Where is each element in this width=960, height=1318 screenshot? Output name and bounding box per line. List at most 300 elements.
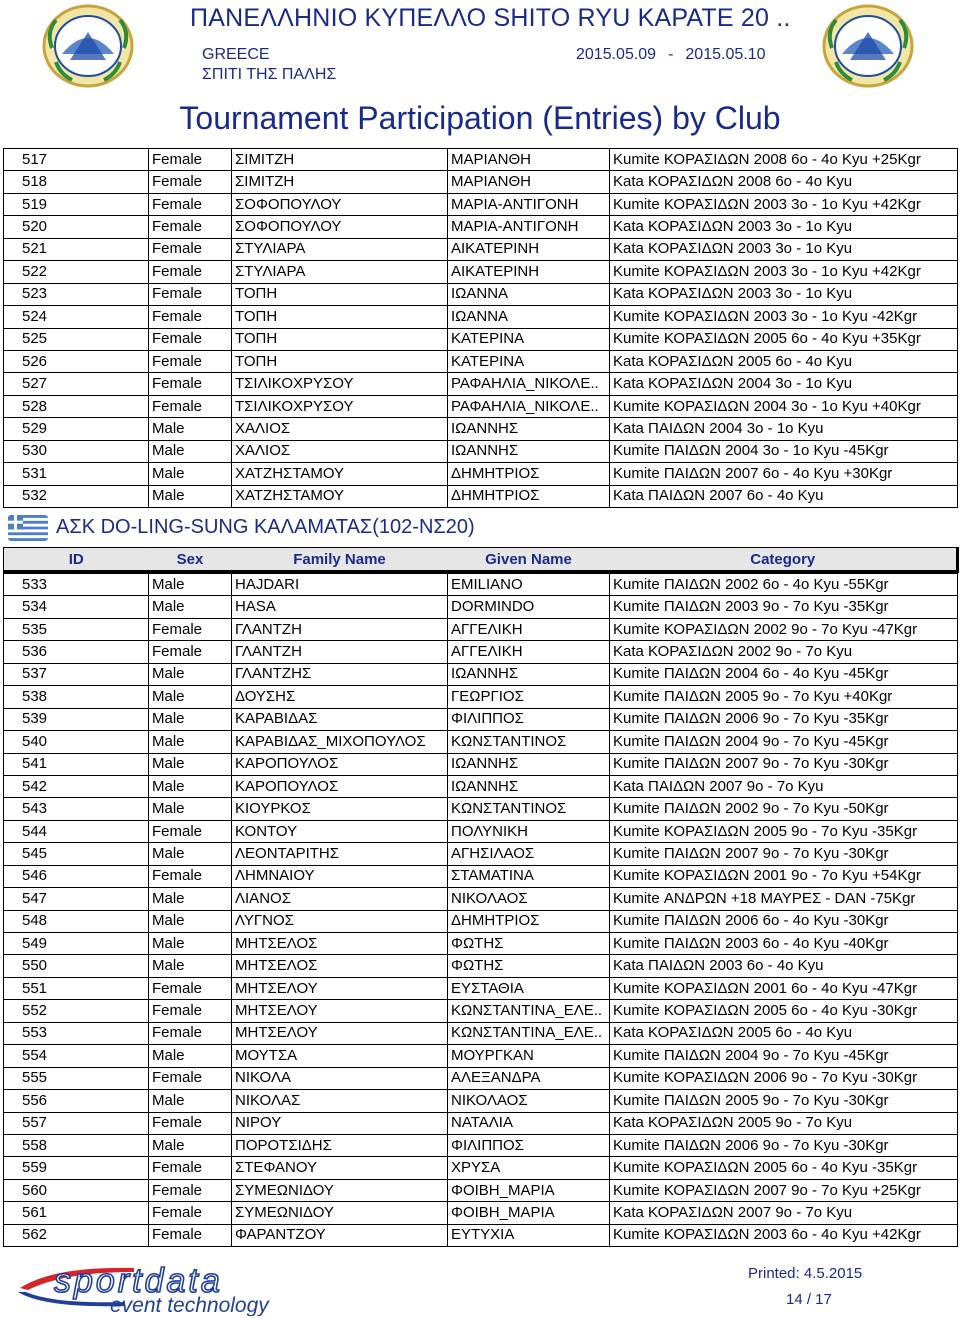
entry-sex: Female <box>149 1202 232 1224</box>
entry-category: Kumite ΚΟΡΑΣΙΔΩΝ 2007 9ο - 7ο Kyu +25Kgr <box>610 1179 958 1201</box>
tournament-dates <box>576 46 765 64</box>
entry-category: Kumite ΚΟΡΑΣΙΔΩΝ 2001 6ο - 4ο Kyu -47Kgr <box>610 977 958 999</box>
entries-table-continued <box>3 148 958 508</box>
entry-family-name: ΜΗΤΣΕΛΟΣ <box>232 955 448 977</box>
entry-family-name: ΧΑΤΖΗΣΤΑΜΟΥ <box>232 485 448 507</box>
entry-id: 558 <box>4 1134 149 1156</box>
entry-category: Kata ΠΑΙΔΩΝ 2007 6ο - 4ο Kyu <box>610 485 958 507</box>
entry-id: 531 <box>4 463 149 485</box>
footer-brand: sportdata <box>54 1262 223 1300</box>
entry-sex: Female <box>149 171 232 193</box>
entry-given-name: ΠΟΛΥΝΙΚΗ <box>448 820 610 842</box>
table-row <box>4 1045 958 1067</box>
entry-category: Kata ΚΟΡΑΣΙΔΩΝ 2005 6ο - 4ο Kyu <box>610 1022 958 1044</box>
entry-given-name: ΙΩΑΝΝΗΣ <box>448 663 610 685</box>
entry-family-name: ΣΤΕΦΑΝΟΥ <box>232 1157 448 1179</box>
entry-given-name: ΡΑΦΑΗΛΙΑ_ΝΙΚΟΛΕ.. <box>448 373 610 395</box>
entry-id: 542 <box>4 775 149 797</box>
table-row <box>4 1157 958 1179</box>
table-row <box>4 306 958 328</box>
entry-category: Kata ΚΟΡΑΣΙΔΩΝ 2002 9ο - 7ο Kyu <box>610 641 958 663</box>
entry-family-name: ΝΙΚΟΛΑΣ <box>232 1090 448 1112</box>
entry-given-name: ΙΩΑΝΝΗΣ <box>448 775 610 797</box>
tournament-title: ΠΑΝΕΛΛΗΝΙΟ ΚΥΠΕΛΛΟ SHITO RYU ΚΑΡΑΤΕ 20 .. <box>190 4 791 32</box>
entry-id: 525 <box>4 328 149 350</box>
entry-given-name: ΦΙΛΙΠΠΟΣ <box>448 708 610 730</box>
entry-category: Kumite ΠΑΙΔΩΝ 2005 9ο - 7ο Kyu -30Kgr <box>610 1090 958 1112</box>
entry-id: 522 <box>4 261 149 283</box>
entry-given-name: ΑΓΗΣΙΛΑΟΣ <box>448 843 610 865</box>
entry-sex: Female <box>149 1157 232 1179</box>
entry-category: Kata ΚΟΡΑΣΙΔΩΝ 2005 9ο - 7ο Kyu <box>610 1112 958 1134</box>
entry-sex: Male <box>149 888 232 910</box>
entry-id: 528 <box>4 395 149 417</box>
entry-given-name: ΣΤΑΜΑΤΙΝΑ <box>448 865 610 887</box>
table-row <box>4 574 958 596</box>
page-title: Tournament Participation (Entries) by Club <box>179 100 781 136</box>
entry-given-name: ΔΗΜΗΤΡΙΟΣ <box>448 485 610 507</box>
entry-category: Kata ΚΟΡΑΣΙΔΩΝ 2004 3ο - 1ο Kyu <box>610 373 958 395</box>
entry-given-name: ΑΙΚΑΤΕΡΙΝΗ <box>448 261 610 283</box>
table-row <box>4 888 958 910</box>
table-row <box>4 910 958 932</box>
table-row <box>4 798 958 820</box>
entry-category: Kata ΚΟΡΑΣΙΔΩΝ 2005 6ο - 4ο Kyu <box>610 350 958 372</box>
entry-family-name: ΓΛΑΝΤΖΗΣ <box>232 663 448 685</box>
entry-given-name: ΜΑΡΙΑΝΘΗ <box>448 149 610 171</box>
entry-family-name: ΚΑΡΑΒΙΔΑΣ <box>232 708 448 730</box>
table-row <box>4 1202 958 1224</box>
entry-sex: Female <box>149 238 232 260</box>
entry-sex: Female <box>149 865 232 887</box>
entry-given-name: ΦΟΙΒΗ_ΜΑΡΙΑ <box>448 1179 610 1201</box>
entry-sex: Male <box>149 753 232 775</box>
date-from: 2015.05.09 <box>576 46 657 63</box>
entry-given-name: ΚΩΝΣΤΑΝΤΙΝΑ_ΕΛΕ.. <box>448 1022 610 1044</box>
entry-given-name: ΑΓΓΕΛΙΚΗ <box>448 641 610 663</box>
entry-category: Kumite ΚΟΡΑΣΙΔΩΝ 2005 6ο - 4ο Kyu -35Kgr <box>610 1157 958 1179</box>
entry-given-name: ΔΗΜΗΤΡΙΟΣ <box>448 463 610 485</box>
table-row <box>4 1000 958 1022</box>
entry-family-name: ΜΟΥΤΣΑ <box>232 1045 448 1067</box>
entry-sex: Male <box>149 463 232 485</box>
entry-id: 561 <box>4 1202 149 1224</box>
entry-category: Kata ΠΑΙΔΩΝ 2007 9ο - 7ο Kyu <box>610 775 958 797</box>
entry-given-name: ΜΑΡΙΑ-ΑΝΤΙΓΟΝΗ <box>448 193 610 215</box>
table-row <box>4 171 958 193</box>
table-row <box>4 820 958 842</box>
entry-sex: Female <box>149 149 232 171</box>
entry-id: 547 <box>4 888 149 910</box>
column-header-family-name: Family Name <box>232 548 448 572</box>
entry-sex: Male <box>149 708 232 730</box>
entry-family-name: ΤΣΙΛΙΚΟΧΡΥΣΟΥ <box>232 395 448 417</box>
table-row <box>4 440 958 462</box>
entry-category: Kumite ΠΑΙΔΩΝ 2007 9ο - 7ο Kyu -30Kgr <box>610 843 958 865</box>
printed-date: Printed: 4.5.2015 <box>748 1265 863 1282</box>
entry-id: 543 <box>4 798 149 820</box>
entry-family-name: ΝΙΚΟΛΑ <box>232 1067 448 1089</box>
entry-family-name: ΜΗΤΣΕΛΟΣ <box>232 933 448 955</box>
entry-id: 555 <box>4 1067 149 1089</box>
entry-sex: Male <box>149 596 232 618</box>
entry-id: 526 <box>4 350 149 372</box>
table-row <box>4 731 958 753</box>
table-row <box>4 216 958 238</box>
entry-category: Kumite ΠΑΙΔΩΝ 2007 9ο - 7ο Kyu -30Kgr <box>610 753 958 775</box>
club-name: ΑΣΚ DO-LING-SUNG ΚΑΛΑΜΑΤΑΣ(102-ΝΣ20) <box>56 516 475 538</box>
table-row <box>4 865 958 887</box>
entry-category: Kata ΚΟΡΑΣΙΔΩΝ 2008 6ο - 4ο Kyu <box>610 171 958 193</box>
entry-category: Kata ΚΟΡΑΣΙΔΩΝ 2003 3ο - 1ο Kyu <box>610 238 958 260</box>
entry-id: 517 <box>4 149 149 171</box>
entry-family-name: ΜΗΤΣΕΛΟΥ <box>232 1000 448 1022</box>
entry-given-name: ΦΟΙΒΗ_ΜΑΡΙΑ <box>448 1202 610 1224</box>
entry-category: Kumite ΚΟΡΑΣΙΔΩΝ 2003 3ο - 1ο Kyu +42Kgr <box>610 261 958 283</box>
entry-family-name: ΧΑΛΙΟΣ <box>232 418 448 440</box>
entry-family-name: ΦΑΡΑΝΤΖΟΥ <box>232 1224 448 1246</box>
entry-given-name: ΙΩΑΝΝΑ <box>448 306 610 328</box>
entry-given-name: ΜΑΡΙΑ-ΑΝΤΙΓΟΝΗ <box>448 216 610 238</box>
entry-sex: Male <box>149 843 232 865</box>
entry-family-name: ΔΟΥΣΗΣ <box>232 686 448 708</box>
entry-family-name: ΛΕΟΝΤΑΡΙΤΗΣ <box>232 843 448 865</box>
entry-category: Kumite ΠΑΙΔΩΝ 2004 9ο - 7ο Kyu -45Kgr <box>610 1045 958 1067</box>
table-row <box>4 641 958 663</box>
entry-sex: Male <box>149 440 232 462</box>
entry-family-name: ΛΗΜΝΑΙΟΥ <box>232 865 448 887</box>
entry-category: Kata ΚΟΡΑΣΙΔΩΝ 2003 3ο - 1ο Kyu <box>610 283 958 305</box>
entry-id: 534 <box>4 596 149 618</box>
entry-family-name: ΣΙΜΙΤΖΗ <box>232 171 448 193</box>
greek-flag-icon <box>8 515 48 541</box>
entry-family-name: ΜΗΤΣΕΛΟΥ <box>232 977 448 999</box>
table-row <box>4 395 958 417</box>
entry-id: 524 <box>4 306 149 328</box>
entry-category: Kumite ΠΑΙΔΩΝ 2003 9ο - 7ο Kyu -35Kgr <box>610 596 958 618</box>
entry-given-name: ΑΙΚΑΤΕΡΙΝΗ <box>448 238 610 260</box>
entry-sex: Male <box>149 574 232 596</box>
entry-id: 538 <box>4 686 149 708</box>
entry-given-name: ΝΙΚΟΛΑΟΣ <box>448 1090 610 1112</box>
entry-sex: Female <box>149 641 232 663</box>
column-header-category: Category <box>610 548 958 572</box>
entry-category: Kumite ΚΟΡΑΣΙΔΩΝ 2008 6ο - 4ο Kyu +25Kgr <box>610 149 958 171</box>
entry-family-name: ΓΛΑΝΤΖΗ <box>232 641 448 663</box>
entry-category: Kumite ΠΑΙΔΩΝ 2004 3ο - 1ο Kyu -45Kgr <box>610 440 958 462</box>
entry-id: 557 <box>4 1112 149 1134</box>
table-row <box>4 1022 958 1044</box>
entry-category: Kumite ΠΑΙΔΩΝ 2006 6ο - 4ο Kyu -30Kgr <box>610 910 958 932</box>
table-row <box>4 350 958 372</box>
entry-category: Kumite ΚΟΡΑΣΙΔΩΝ 2001 9ο - 7ο Kyu +54Kgr <box>610 865 958 887</box>
entry-category: Kumite ΚΟΡΑΣΙΔΩΝ 2006 9ο - 7ο Kyu -30Kgr <box>610 1067 958 1089</box>
entry-given-name: ΦΩΤΗΣ <box>448 955 610 977</box>
club-header <box>8 513 948 543</box>
entry-family-name: ΣΟΦΟΠΟΥΛΟΥ <box>232 193 448 215</box>
entry-given-name: ΙΩΑΝΝΗΣ <box>448 440 610 462</box>
entry-given-name: ΚΑΤΕΡΙΝΑ <box>448 350 610 372</box>
table-row <box>4 686 958 708</box>
entry-given-name: ΕΥΤΥΧΙΑ <box>448 1224 610 1246</box>
entry-family-name: ΤΟΠΗ <box>232 283 448 305</box>
entry-sex: Female <box>149 350 232 372</box>
date-separator: - <box>668 46 674 63</box>
entry-id: 549 <box>4 933 149 955</box>
federation-logo-left <box>40 2 136 90</box>
table-row <box>4 463 958 485</box>
entry-category: Kata ΠΑΙΔΩΝ 2004 3ο - 1ο Kyu <box>610 418 958 440</box>
entry-sex: Female <box>149 395 232 417</box>
column-header-sex: Sex <box>149 548 232 572</box>
date-to: 2015.05.10 <box>685 46 766 63</box>
table-row <box>4 261 958 283</box>
entry-family-name: ΤΣΙΛΙΚΟΧΡΥΣΟΥ <box>232 373 448 395</box>
entry-family-name: ΚΑΡΟΠΟΥΛΟΣ <box>232 753 448 775</box>
entry-sex: Male <box>149 798 232 820</box>
entry-category: Kata ΠΑΙΔΩΝ 2003 6ο - 4ο Kyu <box>610 955 958 977</box>
entry-category: Kumite ΚΟΡΑΣΙΔΩΝ 2002 9ο - 7ο Kyu -47Kgr <box>610 618 958 640</box>
entries-table-club <box>3 573 958 1247</box>
entry-id: 556 <box>4 1090 149 1112</box>
entry-given-name: ΔΗΜΗΤΡΙΟΣ <box>448 910 610 932</box>
entry-given-name: ΚΑΤΕΡΙΝΑ <box>448 328 610 350</box>
entry-id: 550 <box>4 955 149 977</box>
entry-given-name: ΦΙΛΙΠΠΟΣ <box>448 1134 610 1156</box>
tournament-country: GREECE <box>202 46 270 63</box>
federation-emblem-icon <box>40 2 136 90</box>
column-header-given-name: Given Name <box>448 548 610 572</box>
entry-sex: Female <box>149 261 232 283</box>
entry-sex: Female <box>149 977 232 999</box>
entry-sex: Female <box>149 1112 232 1134</box>
entry-family-name: ΣΥΜΕΩΝΙΔΟΥ <box>232 1202 448 1224</box>
entry-sex: Female <box>149 193 232 215</box>
entry-sex: Male <box>149 775 232 797</box>
entry-id: 545 <box>4 843 149 865</box>
entry-sex: Female <box>149 820 232 842</box>
entry-category: Kumite ΚΟΡΑΣΙΔΩΝ 2003 3ο - 1ο Kyu +42Kgr <box>610 193 958 215</box>
entry-family-name: HAJDARI <box>232 574 448 596</box>
entry-sex: Female <box>149 283 232 305</box>
entry-id: 540 <box>4 731 149 753</box>
entry-category: Kumite ΠΑΙΔΩΝ 2002 9ο - 7ο Kyu -50Kgr <box>610 798 958 820</box>
entry-given-name: ΚΩΝΣΤΑΝΤΙΝΟΣ <box>448 731 610 753</box>
entry-id: 553 <box>4 1022 149 1044</box>
entry-sex: Female <box>149 1224 232 1246</box>
table-row <box>4 663 958 685</box>
entry-given-name: ΜΑΡΙΑΝΘΗ <box>448 171 610 193</box>
entry-category: Kumite ΠΑΙΔΩΝ 2002 6ο - 4ο Kyu -55Kgr <box>610 574 958 596</box>
entry-id: 537 <box>4 663 149 685</box>
entry-family-name: ΤΟΠΗ <box>232 328 448 350</box>
entry-id: 548 <box>4 910 149 932</box>
entry-family-name: ΣΤΥΛΙΑΡΑ <box>232 261 448 283</box>
entry-category: Kumite ΚΟΡΑΣΙΔΩΝ 2003 6ο - 4ο Kyu +42Kgr <box>610 1224 958 1246</box>
entry-given-name: ΚΩΝΣΤΑΝΤΙΝΟΣ <box>448 798 610 820</box>
entry-given-name: ΝΙΚΟΛΑΟΣ <box>448 888 610 910</box>
sportdata-logo <box>14 1262 344 1316</box>
page-number: 14 / 17 <box>786 1291 832 1308</box>
entry-family-name: HASA <box>232 596 448 618</box>
entry-sex: Male <box>149 910 232 932</box>
table-row <box>4 1224 958 1246</box>
entry-id: 521 <box>4 238 149 260</box>
entry-given-name: ΙΩΑΝΝΗΣ <box>448 753 610 775</box>
entry-given-name: ΓΕΩΡΓΙΟΣ <box>448 686 610 708</box>
table-row <box>4 328 958 350</box>
footer-tagline: event technology <box>110 1294 269 1316</box>
entry-given-name: ΡΑΦΑΗΛΙΑ_ΝΙΚΟΛΕ.. <box>448 395 610 417</box>
entry-id: 536 <box>4 641 149 663</box>
entry-sex: Male <box>149 485 232 507</box>
tournament-venue: ΣΠΙΤΙ ΤΗΣ ΠΑΛΗΣ <box>202 66 337 83</box>
entry-id: 527 <box>4 373 149 395</box>
entry-given-name: ΙΩΑΝΝΑ <box>448 283 610 305</box>
entry-family-name: ΣΤΥΛΙΑΡΑ <box>232 238 448 260</box>
federation-emblem-icon <box>820 2 916 90</box>
entry-id: 560 <box>4 1179 149 1201</box>
entry-family-name: ΠΟΡΟΤΣΙΔΗΣ <box>232 1134 448 1156</box>
entry-family-name: ΚΙΟΥΡΚΟΣ <box>232 798 448 820</box>
entry-id: 546 <box>4 865 149 887</box>
entry-id: 539 <box>4 708 149 730</box>
column-header-id: ID <box>4 548 149 572</box>
entry-category: Kumite ΠΑΙΔΩΝ 2004 6ο - 4ο Kyu -45Kgr <box>610 663 958 685</box>
entry-sex: Male <box>149 418 232 440</box>
entry-family-name: ΛΙΑΝΟΣ <box>232 888 448 910</box>
entry-id: 519 <box>4 193 149 215</box>
entry-category: Kumite ΚΟΡΑΣΙΔΩΝ 2003 3ο - 1ο Kyu -42Kgr <box>610 306 958 328</box>
entry-given-name: DORMINDO <box>448 596 610 618</box>
table-row <box>4 843 958 865</box>
entry-id: 535 <box>4 618 149 640</box>
column-header <box>3 547 959 573</box>
entry-category: Kumite ΠΑΙΔΩΝ 2005 9ο - 7ο Kyu +40Kgr <box>610 686 958 708</box>
table-row <box>4 485 958 507</box>
entry-id: 554 <box>4 1045 149 1067</box>
entry-sex: Female <box>149 1179 232 1201</box>
entry-family-name: ΤΟΠΗ <box>232 306 448 328</box>
entry-category: Kumite ΚΟΡΑΣΙΔΩΝ 2004 3ο - 1ο Kyu +40Kgr <box>610 395 958 417</box>
entry-family-name: ΚΟΝΤΟΥ <box>232 820 448 842</box>
entry-sex: Female <box>149 306 232 328</box>
entry-id: 529 <box>4 418 149 440</box>
entry-sex: Female <box>149 618 232 640</box>
entry-category: Kumite ΠΑΙΔΩΝ 2004 9ο - 7ο Kyu -45Kgr <box>610 731 958 753</box>
entry-id: 533 <box>4 574 149 596</box>
entry-id: 532 <box>4 485 149 507</box>
table-row <box>4 418 958 440</box>
entry-category: Kumite ΚΟΡΑΣΙΔΩΝ 2005 6ο - 4ο Kyu -30Kgr <box>610 1000 958 1022</box>
entry-family-name: ΜΗΤΣΕΛΟΥ <box>232 1022 448 1044</box>
entry-sex: Male <box>149 933 232 955</box>
entry-given-name: ΕΥΣΤΑΘΙΑ <box>448 977 610 999</box>
table-row <box>4 373 958 395</box>
table-row <box>4 1090 958 1112</box>
entry-sex: Male <box>149 1134 232 1156</box>
entry-id: 530 <box>4 440 149 462</box>
entry-family-name: ΧΑΛΙΟΣ <box>232 440 448 462</box>
entry-id: 520 <box>4 216 149 238</box>
entry-category: Kata ΚΟΡΑΣΙΔΩΝ 2003 3ο - 1ο Kyu <box>610 216 958 238</box>
entry-category: Kumite ΚΟΡΑΣΙΔΩΝ 2005 6ο - 4ο Kyu +35Kgr <box>610 328 958 350</box>
entry-given-name: ΑΓΓΕΛΙΚΗ <box>448 618 610 640</box>
table-row <box>4 1179 958 1201</box>
entry-sex: Female <box>149 373 232 395</box>
entry-id: 551 <box>4 977 149 999</box>
entry-given-name: ΚΩΝΣΤΑΝΤΙΝΑ_ΕΛΕ.. <box>448 1000 610 1022</box>
entry-given-name: ΑΛΕΞΑΝΔΡΑ <box>448 1067 610 1089</box>
entry-family-name: ΣΙΜΙΤΖΗ <box>232 149 448 171</box>
entry-given-name: ΜΟΥΡΓΚΑΝ <box>448 1045 610 1067</box>
entry-category: Kata ΚΟΡΑΣΙΔΩΝ 2007 9ο - 7ο Kyu <box>610 1202 958 1224</box>
table-row <box>4 618 958 640</box>
entry-sex: Male <box>149 731 232 753</box>
entry-family-name: ΚΑΡΑΒΙΔΑΣ_ΜΙΧΟΠΟΥΛΟΣ <box>232 731 448 753</box>
entry-family-name: ΓΛΑΝΤΖΗ <box>232 618 448 640</box>
entry-category: Kumite ΠΑΙΔΩΝ 2007 6ο - 4ο Kyu +30Kgr <box>610 463 958 485</box>
table-row <box>4 1112 958 1134</box>
entry-family-name: ΧΑΤΖΗΣΤΑΜΟΥ <box>232 463 448 485</box>
table-row <box>4 955 958 977</box>
entry-sex: Female <box>149 1067 232 1089</box>
entry-given-name: ΙΩΑΝΝΗΣ <box>448 418 610 440</box>
entry-family-name: ΤΟΠΗ <box>232 350 448 372</box>
entry-family-name: ΣΥΜΕΩΝΙΔΟΥ <box>232 1179 448 1201</box>
entry-family-name: ΣΟΦΟΠΟΥΛΟΥ <box>232 216 448 238</box>
entry-sex: Female <box>149 328 232 350</box>
entry-sex: Male <box>149 955 232 977</box>
table-row <box>4 149 958 171</box>
entry-category: Kumite ΠΑΙΔΩΝ 2006 9ο - 7ο Kyu -30Kgr <box>610 1134 958 1156</box>
entry-sex: Female <box>149 1000 232 1022</box>
entry-family-name: ΝΙΡΟΥ <box>232 1112 448 1134</box>
entry-sex: Female <box>149 216 232 238</box>
entry-family-name: ΚΑΡΟΠΟΥΛΟΣ <box>232 775 448 797</box>
entry-given-name: ΝΑΤΑΛΙΑ <box>448 1112 610 1134</box>
entry-id: 518 <box>4 171 149 193</box>
entry-category: Kumite ΠΑΙΔΩΝ 2003 6ο - 4ο Kyu -40Kgr <box>610 933 958 955</box>
entry-id: 523 <box>4 283 149 305</box>
table-row <box>4 1134 958 1156</box>
entry-sex: Male <box>149 1090 232 1112</box>
entry-category: Kumite ΠΑΙΔΩΝ 2006 9ο - 7ο Kyu -35Kgr <box>610 708 958 730</box>
entry-given-name: ΧΡΥΣΑ <box>448 1157 610 1179</box>
entry-family-name: ΛΥΓΝΟΣ <box>232 910 448 932</box>
entry-id: 562 <box>4 1224 149 1246</box>
entry-given-name: ΦΩΤΗΣ <box>448 933 610 955</box>
entry-id: 541 <box>4 753 149 775</box>
table-row <box>4 283 958 305</box>
entry-id: 544 <box>4 820 149 842</box>
federation-logo-right <box>820 2 916 90</box>
table-row <box>4 238 958 260</box>
table-row <box>4 1067 958 1089</box>
entry-id: 559 <box>4 1157 149 1179</box>
table-row <box>4 193 958 215</box>
entry-sex: Male <box>149 686 232 708</box>
entry-category: Kumite ΚΟΡΑΣΙΔΩΝ 2005 9ο - 7ο Kyu -35Kgr <box>610 820 958 842</box>
table-row <box>4 933 958 955</box>
table-row <box>4 596 958 618</box>
table-row <box>4 708 958 730</box>
entry-sex: Female <box>149 1022 232 1044</box>
entry-given-name: EMILIANO <box>448 574 610 596</box>
entry-category: Kumite ΑΝΔΡΩΝ +18 ΜΑΥΡΕΣ - DAN -75Kgr <box>610 888 958 910</box>
table-row <box>4 753 958 775</box>
table-row <box>4 977 958 999</box>
